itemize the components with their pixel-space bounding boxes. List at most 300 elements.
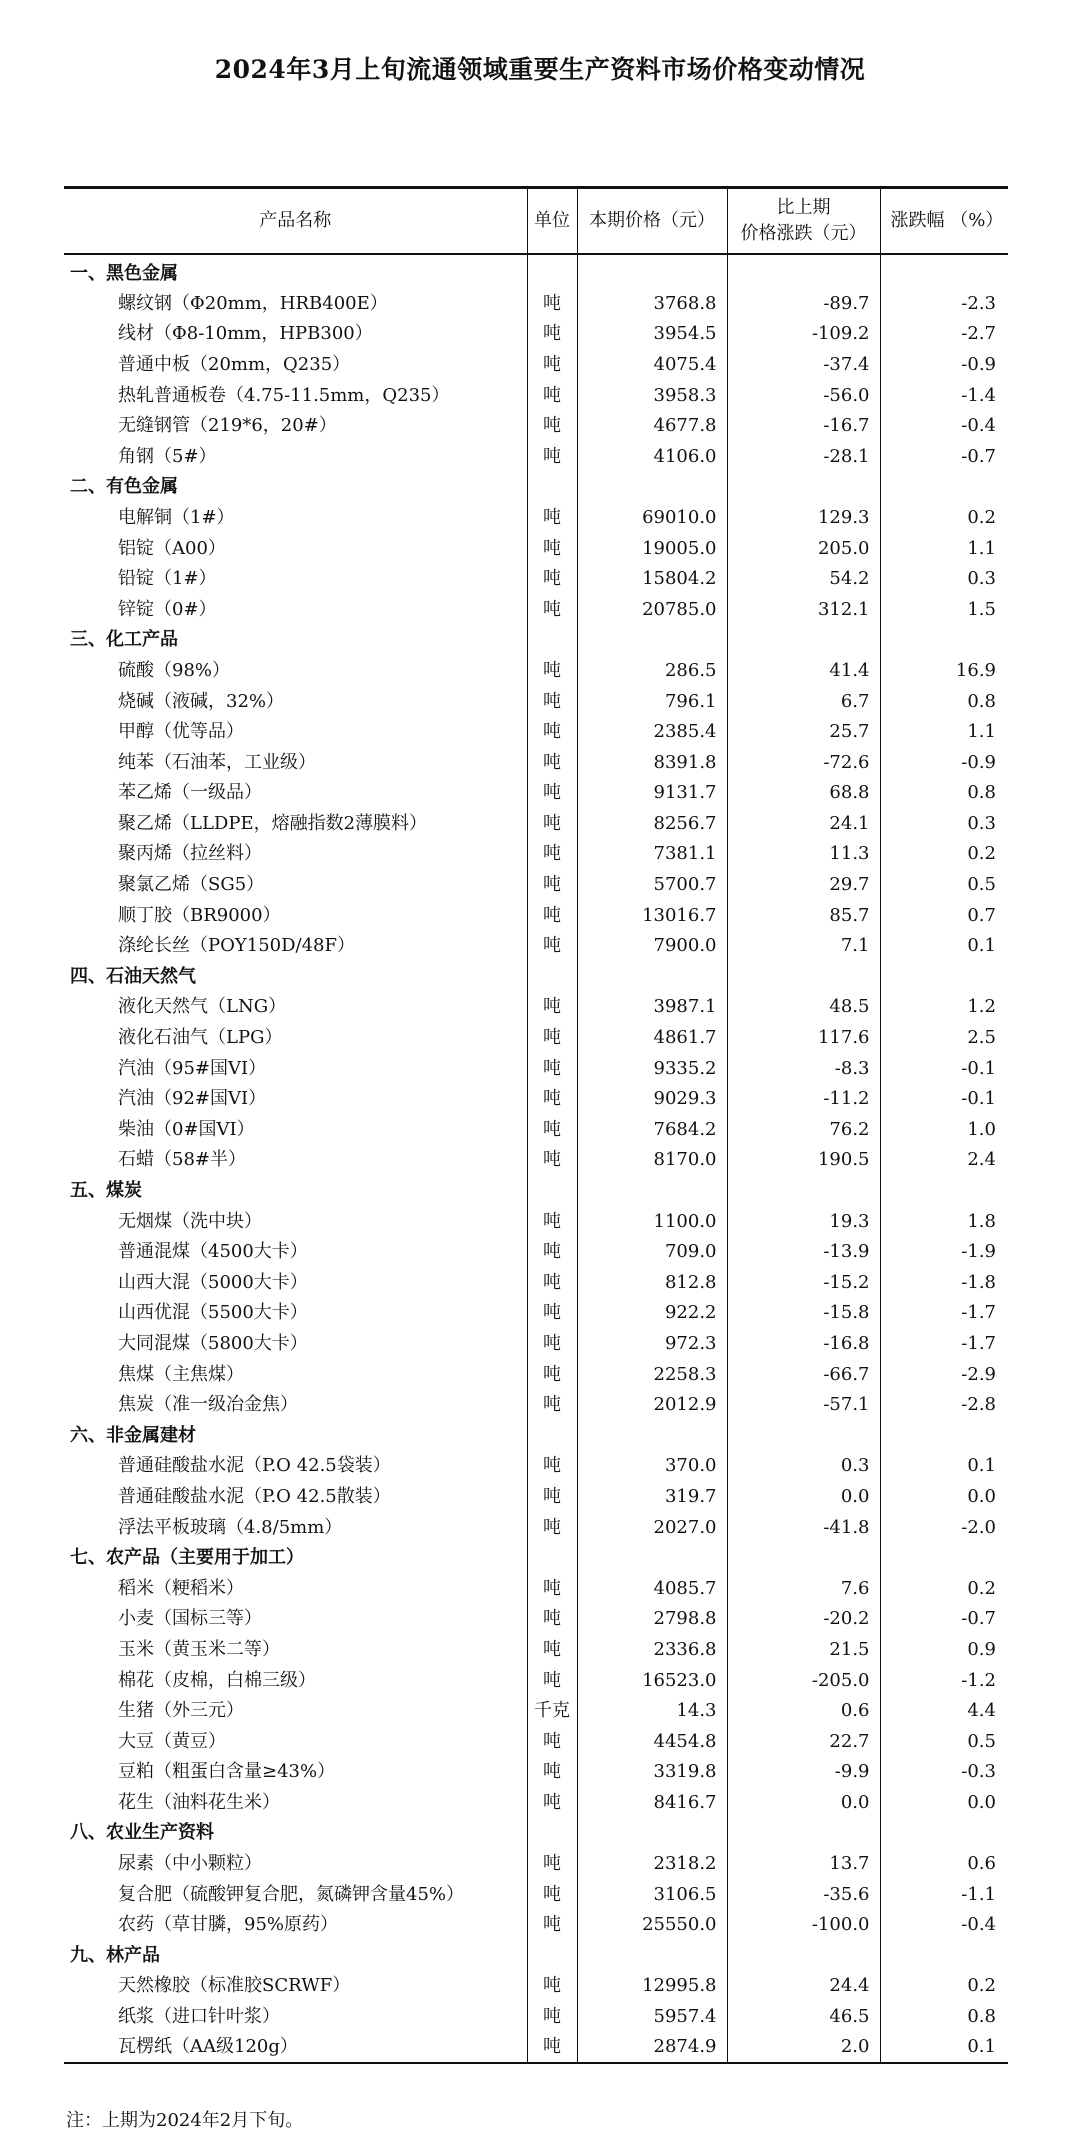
price-change-cell: 0.3 bbox=[727, 1451, 880, 1482]
price-change-cell: 11.3 bbox=[727, 839, 880, 870]
change-pct-cell: -1.8 bbox=[880, 1268, 1008, 1299]
price-change-cell: 46.5 bbox=[727, 2002, 880, 2033]
price-change-cell: 0.6 bbox=[727, 1696, 880, 1727]
price-change-cell: 117.6 bbox=[727, 1023, 880, 1054]
product-name-cell: 液化石油气（LPG） bbox=[118, 1027, 283, 1049]
unit-cell: 千克 bbox=[527, 1696, 577, 1727]
change-pct-cell: -0.9 bbox=[880, 747, 1008, 778]
empty-cell bbox=[527, 472, 577, 503]
category-row bbox=[64, 962, 1008, 993]
table-row bbox=[64, 1573, 1008, 1604]
table-row bbox=[64, 533, 1008, 564]
table-row bbox=[64, 992, 1008, 1023]
empty-cell bbox=[577, 472, 727, 503]
unit-cell: 吨 bbox=[527, 992, 577, 1023]
change-pct-cell: 0.0 bbox=[880, 1788, 1008, 1819]
price-cell: 4454.8 bbox=[577, 1726, 727, 1757]
change-pct-cell: 0.1 bbox=[880, 2032, 1008, 2063]
price-cell: 709.0 bbox=[577, 1237, 727, 1268]
price-cell: 12995.8 bbox=[577, 1971, 727, 2002]
price-change-cell: 2.0 bbox=[727, 2032, 880, 2063]
unit-cell: 吨 bbox=[527, 1635, 577, 1666]
price-cell: 2258.3 bbox=[577, 1359, 727, 1390]
unit-cell: 吨 bbox=[527, 441, 577, 472]
table-row bbox=[64, 564, 1008, 595]
price-cell: 3319.8 bbox=[577, 1757, 727, 1788]
price-change-cell: 312.1 bbox=[727, 594, 880, 625]
product-name-cell: 纸浆（进口针叶浆） bbox=[118, 2006, 280, 2028]
price-cell: 370.0 bbox=[577, 1451, 727, 1482]
price-cell: 19005.0 bbox=[577, 533, 727, 564]
price-cell: 13016.7 bbox=[577, 900, 727, 931]
empty-cell bbox=[727, 962, 880, 993]
product-name-cell: 电解铜（1#） bbox=[118, 506, 235, 528]
price-cell: 8256.7 bbox=[577, 809, 727, 840]
change-pct-cell: -2.8 bbox=[880, 1390, 1008, 1421]
category-name: 八、农业生产资料 bbox=[70, 1822, 214, 1844]
table-row bbox=[64, 809, 1008, 840]
table-row bbox=[64, 2002, 1008, 2033]
product-name-cell: 聚乙烯（LLDPE，熔融指数2薄膜料） bbox=[118, 812, 428, 834]
empty-cell bbox=[727, 1818, 880, 1849]
unit-cell: 吨 bbox=[527, 839, 577, 870]
price-change-cell: 54.2 bbox=[727, 564, 880, 595]
product-name-cell: 聚氯乙烯（SG5） bbox=[118, 874, 265, 896]
page-title: 2024年3月上旬流通领域重要生产资料市场价格变动情况 bbox=[214, 55, 866, 84]
unit-cell: 吨 bbox=[527, 503, 577, 534]
header-product-name: 产品名称 bbox=[259, 209, 332, 231]
empty-cell bbox=[880, 254, 1008, 289]
table-row bbox=[64, 778, 1008, 809]
price-change-cell: -13.9 bbox=[727, 1237, 880, 1268]
change-pct-cell: -0.4 bbox=[880, 411, 1008, 442]
price-change-cell: 21.5 bbox=[727, 1635, 880, 1666]
price-cell: 796.1 bbox=[577, 686, 727, 717]
table-row bbox=[64, 1726, 1008, 1757]
price-change-cell: -57.1 bbox=[727, 1390, 880, 1421]
table-row bbox=[64, 350, 1008, 381]
change-pct-cell: -1.9 bbox=[880, 1237, 1008, 1268]
price-change-cell: 41.4 bbox=[727, 656, 880, 687]
change-pct-cell: -1.1 bbox=[880, 1879, 1008, 1910]
empty-cell bbox=[527, 962, 577, 993]
table-row bbox=[64, 1359, 1008, 1390]
change-pct-cell: 0.3 bbox=[880, 809, 1008, 840]
unit-cell: 吨 bbox=[527, 564, 577, 595]
product-name-cell: 苯乙烯（一级品） bbox=[118, 782, 262, 804]
price-change-cell: 0.0 bbox=[727, 1482, 880, 1513]
unit-cell: 吨 bbox=[527, 594, 577, 625]
change-pct-cell: 1.0 bbox=[880, 1115, 1008, 1146]
price-cell: 3768.8 bbox=[577, 289, 727, 320]
table-row bbox=[64, 1084, 1008, 1115]
price-cell: 7900.0 bbox=[577, 931, 727, 962]
table-row bbox=[64, 1268, 1008, 1299]
unit-cell: 吨 bbox=[527, 747, 577, 778]
empty-cell bbox=[880, 1420, 1008, 1451]
price-change-cell: 24.1 bbox=[727, 809, 880, 840]
header-change-pct: 涨跌幅 （%） bbox=[880, 188, 1008, 254]
product-name-cell: 天然橡胶（标准胶SCRWF） bbox=[118, 1975, 351, 1997]
price-cell: 20785.0 bbox=[577, 594, 727, 625]
change-pct-cell: 2.5 bbox=[880, 1023, 1008, 1054]
empty-cell bbox=[527, 1420, 577, 1451]
price-change-cell: 6.7 bbox=[727, 686, 880, 717]
table-row bbox=[64, 1604, 1008, 1635]
category-row bbox=[64, 625, 1008, 656]
empty-cell bbox=[880, 962, 1008, 993]
product-name-cell: 农药（草甘膦，95%原药） bbox=[118, 1914, 339, 1936]
table-row bbox=[64, 686, 1008, 717]
table-row bbox=[64, 1023, 1008, 1054]
price-cell: 2318.2 bbox=[577, 1849, 727, 1880]
product-name-cell: 瓦楞纸（AA级120g） bbox=[118, 2036, 298, 2058]
table-row bbox=[64, 1665, 1008, 1696]
change-pct-cell: 0.8 bbox=[880, 2002, 1008, 2033]
unit-cell: 吨 bbox=[527, 1726, 577, 1757]
change-pct-cell: 0.1 bbox=[880, 1451, 1008, 1482]
category-row bbox=[64, 1176, 1008, 1207]
unit-cell: 吨 bbox=[527, 533, 577, 564]
price-change-cell: 129.3 bbox=[727, 503, 880, 534]
change-pct-cell: 0.6 bbox=[880, 1849, 1008, 1880]
price-change-cell: 76.2 bbox=[727, 1115, 880, 1146]
product-name-cell: 大同混煤（5800大卡） bbox=[118, 1332, 308, 1354]
header-price-change-line1: 比上期 bbox=[776, 196, 831, 218]
unit-cell: 吨 bbox=[527, 1329, 577, 1360]
product-name-cell: 甲醇（优等品） bbox=[118, 721, 244, 743]
header-unit: 单位 bbox=[527, 188, 577, 254]
table-row bbox=[64, 1879, 1008, 1910]
product-name-cell: 角钢（5#） bbox=[118, 445, 217, 467]
price-cell: 2336.8 bbox=[577, 1635, 727, 1666]
price-cell: 3106.5 bbox=[577, 1879, 727, 1910]
price-cell: 1100.0 bbox=[577, 1206, 727, 1237]
empty-cell bbox=[527, 254, 577, 289]
empty-cell bbox=[577, 1818, 727, 1849]
table-row bbox=[64, 1635, 1008, 1666]
category-name: 二、有色金属 bbox=[70, 476, 178, 498]
empty-cell bbox=[577, 1420, 727, 1451]
unit-cell: 吨 bbox=[527, 931, 577, 962]
price-cell: 3954.5 bbox=[577, 319, 727, 350]
table-row bbox=[64, 1451, 1008, 1482]
price-table bbox=[64, 186, 1008, 2064]
category-name: 一、黑色金属 bbox=[70, 262, 178, 284]
table-row bbox=[64, 411, 1008, 442]
change-pct-cell: -1.7 bbox=[880, 1298, 1008, 1329]
change-pct-cell: 0.5 bbox=[880, 870, 1008, 901]
unit-cell: 吨 bbox=[527, 1115, 577, 1146]
product-name-cell: 小麦（国标三等） bbox=[118, 1608, 262, 1630]
table-row bbox=[64, 1390, 1008, 1421]
product-name-cell: 稻米（粳稻米） bbox=[118, 1577, 244, 1599]
price-cell: 9131.7 bbox=[577, 778, 727, 809]
change-pct-cell: -0.9 bbox=[880, 350, 1008, 381]
product-name-cell: 柴油（0#国VI） bbox=[118, 1118, 255, 1140]
empty-cell bbox=[880, 1818, 1008, 1849]
price-cell: 5957.4 bbox=[577, 2002, 727, 2033]
table-row bbox=[64, 1329, 1008, 1360]
table-row bbox=[64, 1145, 1008, 1176]
change-pct-cell: 0.1 bbox=[880, 931, 1008, 962]
price-cell: 8416.7 bbox=[577, 1788, 727, 1819]
table-row bbox=[64, 900, 1008, 931]
table-row bbox=[64, 1482, 1008, 1513]
price-cell: 2798.8 bbox=[577, 1604, 727, 1635]
empty-cell bbox=[880, 1176, 1008, 1207]
empty-cell bbox=[577, 254, 727, 289]
price-change-cell: 24.4 bbox=[727, 1971, 880, 2002]
table-row bbox=[64, 1115, 1008, 1146]
price-change-cell: -41.8 bbox=[727, 1512, 880, 1543]
table-row bbox=[64, 1512, 1008, 1543]
price-change-cell: -66.7 bbox=[727, 1359, 880, 1390]
unit-cell: 吨 bbox=[527, 1206, 577, 1237]
change-pct-cell: -2.7 bbox=[880, 319, 1008, 350]
price-change-cell: -11.2 bbox=[727, 1084, 880, 1115]
product-name-cell: 山西大混（5000大卡） bbox=[118, 1271, 308, 1293]
table-row bbox=[64, 747, 1008, 778]
price-change-cell: -37.4 bbox=[727, 350, 880, 381]
table-row bbox=[64, 1971, 1008, 2002]
change-pct-cell: -0.1 bbox=[880, 1053, 1008, 1084]
unit-cell: 吨 bbox=[527, 1298, 577, 1329]
price-change-cell: 85.7 bbox=[727, 900, 880, 931]
change-pct-cell: 0.3 bbox=[880, 564, 1008, 595]
unit-cell: 吨 bbox=[527, 1757, 577, 1788]
product-name-cell: 烧碱（液碱，32%） bbox=[118, 690, 285, 712]
table-row bbox=[64, 1757, 1008, 1788]
price-change-cell: 48.5 bbox=[727, 992, 880, 1023]
change-pct-cell: -1.4 bbox=[880, 380, 1008, 411]
change-pct-cell: 1.8 bbox=[880, 1206, 1008, 1237]
price-cell: 8391.8 bbox=[577, 747, 727, 778]
table-row bbox=[64, 1053, 1008, 1084]
price-cell: 7684.2 bbox=[577, 1115, 727, 1146]
table-row bbox=[64, 441, 1008, 472]
product-name-cell: 玉米（黄玉米二等） bbox=[118, 1638, 280, 1660]
unit-cell: 吨 bbox=[527, 1512, 577, 1543]
price-change-cell: 7.6 bbox=[727, 1573, 880, 1604]
product-name-cell: 顺丁胶（BR9000） bbox=[118, 904, 281, 926]
price-cell: 25550.0 bbox=[577, 1910, 727, 1941]
product-name-cell: 涤纶长丝（POY150D/48F） bbox=[118, 935, 355, 957]
table-row bbox=[64, 594, 1008, 625]
table-row bbox=[64, 1206, 1008, 1237]
price-change-cell: -16.7 bbox=[727, 411, 880, 442]
product-name-cell: 汽油（95#国VI） bbox=[118, 1057, 267, 1079]
product-name-cell: 锌锭（0#） bbox=[118, 598, 217, 620]
unit-cell: 吨 bbox=[527, 380, 577, 411]
empty-cell bbox=[527, 1818, 577, 1849]
category-row bbox=[64, 1543, 1008, 1574]
unit-cell: 吨 bbox=[527, 870, 577, 901]
table-row bbox=[64, 319, 1008, 350]
price-cell: 14.3 bbox=[577, 1696, 727, 1727]
price-change-cell: -72.6 bbox=[727, 747, 880, 778]
table-row bbox=[64, 1298, 1008, 1329]
table-row bbox=[64, 1849, 1008, 1880]
unit-cell: 吨 bbox=[527, 1604, 577, 1635]
unit-cell: 吨 bbox=[527, 411, 577, 442]
product-name-cell: 普通硅酸盐水泥（P.O 42.5袋装） bbox=[118, 1455, 391, 1477]
product-name-cell: 复合肥（硫酸钾复合肥，氮磷钾含量45%） bbox=[118, 1883, 465, 1905]
change-pct-cell: 0.8 bbox=[880, 778, 1008, 809]
unit-cell: 吨 bbox=[527, 1268, 577, 1299]
price-change-cell: 205.0 bbox=[727, 533, 880, 564]
change-pct-cell: 1.1 bbox=[880, 533, 1008, 564]
price-cell: 4861.7 bbox=[577, 1023, 727, 1054]
category-name: 六、非金属建材 bbox=[70, 1424, 196, 1446]
unit-cell: 吨 bbox=[527, 717, 577, 748]
price-cell: 812.8 bbox=[577, 1268, 727, 1299]
price-cell: 319.7 bbox=[577, 1482, 727, 1513]
price-change-cell: -56.0 bbox=[727, 380, 880, 411]
change-pct-cell: 0.7 bbox=[880, 900, 1008, 931]
unit-cell: 吨 bbox=[527, 2002, 577, 2033]
price-change-cell: 7.1 bbox=[727, 931, 880, 962]
product-name-cell: 浮法平板玻璃（4.8/5mm） bbox=[118, 1516, 343, 1538]
change-pct-cell: -2.0 bbox=[880, 1512, 1008, 1543]
price-cell: 8170.0 bbox=[577, 1145, 727, 1176]
price-change-cell: 19.3 bbox=[727, 1206, 880, 1237]
unit-cell: 吨 bbox=[527, 1971, 577, 2002]
change-pct-cell: 0.8 bbox=[880, 686, 1008, 717]
empty-cell bbox=[577, 962, 727, 993]
change-pct-cell: -1.7 bbox=[880, 1329, 1008, 1360]
category-name: 三、化工产品 bbox=[70, 629, 178, 651]
price-change-cell: -109.2 bbox=[727, 319, 880, 350]
change-pct-cell: -0.1 bbox=[880, 1084, 1008, 1115]
change-pct-cell: 1.5 bbox=[880, 594, 1008, 625]
change-pct-cell: -2.3 bbox=[880, 289, 1008, 320]
category-row bbox=[64, 1420, 1008, 1451]
table-row bbox=[64, 870, 1008, 901]
product-name-cell: 无缝钢管（219*6，20#） bbox=[118, 415, 337, 437]
unit-cell: 吨 bbox=[527, 1359, 577, 1390]
change-pct-cell: 2.4 bbox=[880, 1145, 1008, 1176]
product-name-cell: 山西优混（5500大卡） bbox=[118, 1302, 308, 1324]
product-name-cell: 铝锭（A00） bbox=[118, 537, 226, 559]
change-pct-cell: -0.3 bbox=[880, 1757, 1008, 1788]
price-cell: 3958.3 bbox=[577, 380, 727, 411]
product-name-cell: 豆粕（粗蛋白含量≥43%） bbox=[118, 1761, 336, 1783]
price-cell: 286.5 bbox=[577, 656, 727, 687]
product-name-cell: 生猪（外三元） bbox=[118, 1700, 244, 1722]
unit-cell: 吨 bbox=[527, 1451, 577, 1482]
unit-cell: 吨 bbox=[527, 1023, 577, 1054]
price-cell: 2385.4 bbox=[577, 717, 727, 748]
price-change-cell: 29.7 bbox=[727, 870, 880, 901]
price-cell: 15804.2 bbox=[577, 564, 727, 595]
price-change-cell: -15.2 bbox=[727, 1268, 880, 1299]
change-pct-cell: 0.5 bbox=[880, 1726, 1008, 1757]
price-cell: 2874.9 bbox=[577, 2032, 727, 2063]
price-cell: 69010.0 bbox=[577, 503, 727, 534]
product-name-cell: 液化天然气（LNG） bbox=[118, 996, 287, 1018]
unit-cell: 吨 bbox=[527, 319, 577, 350]
change-pct-cell: 0.2 bbox=[880, 1573, 1008, 1604]
unit-cell: 吨 bbox=[527, 2032, 577, 2063]
price-cell: 922.2 bbox=[577, 1298, 727, 1329]
table-row bbox=[64, 931, 1008, 962]
table-row bbox=[64, 503, 1008, 534]
empty-cell bbox=[727, 1176, 880, 1207]
unit-cell: 吨 bbox=[527, 289, 577, 320]
price-cell: 9029.3 bbox=[577, 1084, 727, 1115]
price-cell: 972.3 bbox=[577, 1329, 727, 1360]
unit-cell: 吨 bbox=[527, 1849, 577, 1880]
unit-cell: 吨 bbox=[527, 778, 577, 809]
unit-cell: 吨 bbox=[527, 1482, 577, 1513]
category-name: 九、林产品 bbox=[70, 1944, 160, 1966]
category-name: 四、石油天然气 bbox=[70, 965, 196, 987]
price-cell: 2012.9 bbox=[577, 1390, 727, 1421]
price-cell: 7381.1 bbox=[577, 839, 727, 870]
header-price-change bbox=[727, 188, 880, 254]
price-cell: 2027.0 bbox=[577, 1512, 727, 1543]
table-header bbox=[64, 188, 1008, 254]
table-row bbox=[64, 839, 1008, 870]
product-name-cell: 石蜡（58#半） bbox=[118, 1149, 246, 1171]
product-name-cell: 花生（油料花生米） bbox=[118, 1791, 280, 1813]
price-change-cell: 13.7 bbox=[727, 1849, 880, 1880]
change-pct-cell: -0.7 bbox=[880, 1604, 1008, 1635]
product-name-cell: 热轧普通板卷（4.75-11.5mm，Q235） bbox=[118, 384, 450, 406]
unit-cell: 吨 bbox=[527, 1084, 577, 1115]
unit-cell: 吨 bbox=[527, 656, 577, 687]
unit-cell: 吨 bbox=[527, 1665, 577, 1696]
price-change-cell: -15.8 bbox=[727, 1298, 880, 1329]
product-name-cell: 尿素（中小颗粒） bbox=[118, 1853, 262, 1875]
empty-cell bbox=[727, 1941, 880, 1972]
empty-cell bbox=[577, 1543, 727, 1574]
unit-cell: 吨 bbox=[527, 1788, 577, 1819]
empty-cell bbox=[727, 1420, 880, 1451]
price-change-cell: -9.9 bbox=[727, 1757, 880, 1788]
change-pct-cell: 0.2 bbox=[880, 503, 1008, 534]
category-name: 五、煤炭 bbox=[70, 1180, 142, 1202]
category-row bbox=[64, 254, 1008, 289]
empty-cell bbox=[880, 625, 1008, 656]
price-change-cell: 25.7 bbox=[727, 717, 880, 748]
empty-cell bbox=[577, 1941, 727, 1972]
category-name: 七、农产品（主要用于加工） bbox=[70, 1547, 304, 1569]
empty-cell bbox=[727, 254, 880, 289]
unit-cell: 吨 bbox=[527, 1879, 577, 1910]
price-cell: 3987.1 bbox=[577, 992, 727, 1023]
empty-cell bbox=[880, 1543, 1008, 1574]
price-change-cell: -205.0 bbox=[727, 1665, 880, 1696]
product-name-cell: 汽油（92#国VI） bbox=[118, 1088, 267, 1110]
unit-cell: 吨 bbox=[527, 1390, 577, 1421]
empty-cell bbox=[727, 625, 880, 656]
empty-cell bbox=[527, 1176, 577, 1207]
change-pct-cell: 0.2 bbox=[880, 1971, 1008, 2002]
table-row bbox=[64, 1788, 1008, 1819]
product-name-cell: 普通混煤（4500大卡） bbox=[118, 1241, 308, 1263]
empty-cell bbox=[577, 625, 727, 656]
product-name-cell: 纯苯（石油苯，工业级） bbox=[118, 751, 316, 773]
price-change-cell: -35.6 bbox=[727, 1879, 880, 1910]
empty-cell bbox=[527, 625, 577, 656]
product-name-cell: 铅锭（1#） bbox=[118, 568, 217, 590]
unit-cell: 吨 bbox=[527, 1145, 577, 1176]
price-change-cell: -16.8 bbox=[727, 1329, 880, 1360]
product-name-cell: 螺纹钢（Φ20mm，HRB400E） bbox=[118, 292, 388, 314]
empty-cell bbox=[527, 1941, 577, 1972]
